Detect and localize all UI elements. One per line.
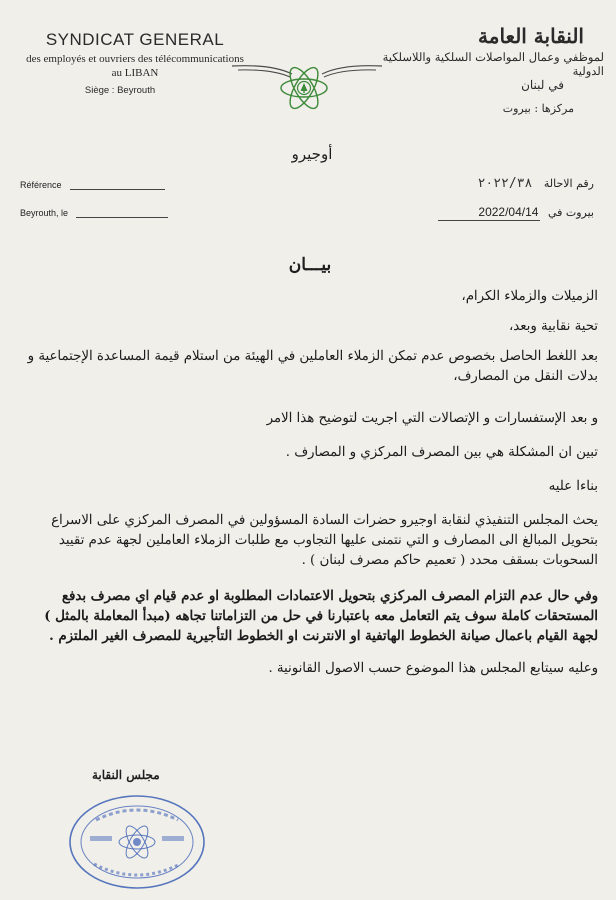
paragraph-warning: وفي حال عدم التزام المصرف المركزي بتحويل الاعتمادات المطلوبة او عدم قيام اي مصرف بدفع المستحقات كاملة سوف يتم التعامل معه باعتبارنا في حل من التزاماتنا تجاهه (مبدأ المعاملة بالمثل ) لجهة القيام باعمال صيانة الخطوط الهاتفية او الانترنت او الخطوط التأجيرية للمصرف الغير الملتزم . — [44, 589, 598, 644]
reference-field-fr — [20, 180, 165, 190]
fr-org-subtitle: des employés et ouvriers des télécommunications — [26, 53, 244, 65]
date-label-ar: بيروت في — [547, 206, 594, 219]
date-field-ar — [438, 205, 594, 219]
salutation: الزميلات والزملاء الكرام، — [461, 289, 598, 304]
fr-org-country: au LIBAN — [111, 67, 159, 79]
date-field-fr — [20, 208, 168, 218]
date-underline — [76, 217, 168, 218]
fr-org-seat: Siège : Beyrouth — [84, 85, 156, 96]
reference-field-ar — [478, 176, 594, 191]
fr-org-name: SYNDICAT GENERAL — [45, 30, 225, 49]
paragraph-urge: يحث المجلس التنفيذي لنقابة اوجيرو حضرات السادة المسؤولين في المصرف المركزي على الاسراع بتحويل المبالغ الى المصارف و التي نتمنى عليها التجاوب مع طلبات الزملاء العاملين لجهة عدم تقييد السحوبات بسقف محدد ( تعميم حاكم مصرف لبنان ) . — [51, 513, 598, 568]
ar-org-name: النقابة العامة — [478, 24, 584, 48]
paragraph-therefore: بناءا عليه — [548, 479, 598, 494]
greeting: تحية نقابية وبعد، — [508, 319, 598, 334]
reference-underline — [70, 189, 165, 190]
ar-org-subtitle: لموظفي وعمال المواصلات السلكية واللاسلكية الدولية — [382, 50, 604, 78]
reference-value-ar: ٢٠٢٢/٣٨ — [477, 176, 533, 191]
paragraph-finding: تبين ان المشكلة هي بين المصرف المركزي و المصارف . — [285, 445, 598, 460]
paragraph-context: بعد اللغط الحاصل بخصوص عدم تمكن الزملاء العاملين في الهيئة من استلام قيمة المساعدة الإجتماعية و بدلات النقل من المصارف، — [27, 349, 598, 384]
letter-body — [20, 287, 598, 679]
union-stamp-icon — [66, 792, 208, 892]
date-value-ar: 2022/04/14 — [438, 205, 540, 221]
ar-org-country: في لبنان — [521, 78, 564, 92]
paragraph-closing: وعليه سيتابع المجلس هذا الموضوع حسب الاصول القانونية . — [268, 661, 598, 676]
atom-cedar-logo-icon — [278, 62, 330, 114]
reference-label: Référence — [20, 180, 62, 190]
date-label: Beyrouth, le — [20, 208, 69, 218]
statement-title: بيـــان — [288, 255, 332, 275]
signature-label: مجلس النقابة — [92, 768, 160, 782]
paragraph-inquiries: و بعد الإستفسارات و الإتصالات التي اجريت لتوضيح هذا الامر — [266, 411, 598, 426]
ar-org-seat: مركزها : بيروت — [502, 102, 574, 115]
addressee: أوجيرو — [291, 145, 333, 163]
reference-label-ar: رقم الاحالة — [543, 177, 594, 190]
